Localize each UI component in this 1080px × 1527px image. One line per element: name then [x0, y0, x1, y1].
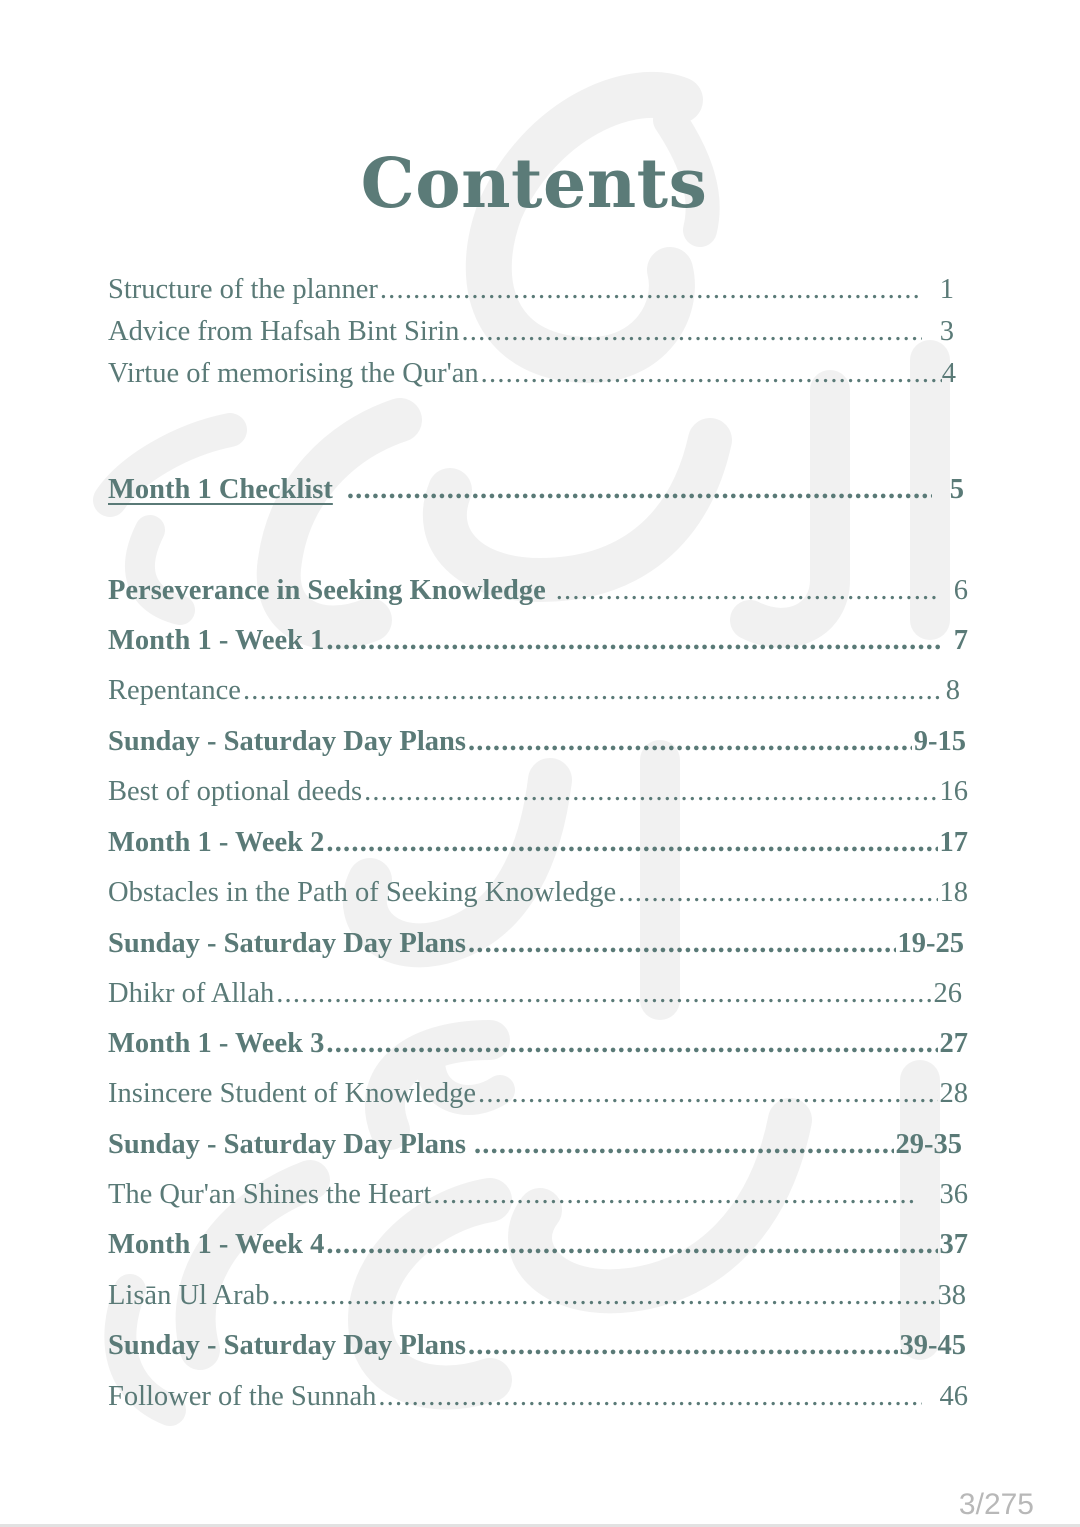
dot-leader	[474, 1129, 894, 1161]
dot-leader	[326, 827, 937, 859]
toc-entry-page: 3	[939, 316, 954, 347]
toc-entry-label: Sunday - Saturday Day Plans	[108, 1129, 466, 1160]
toc-entry-page: 29-35	[895, 1129, 962, 1160]
toc-entry-label: Advice from Hafsah Bint Sirin	[108, 316, 460, 347]
toc-entry-page: 1	[939, 274, 954, 305]
toc-entry-structure[interactable]	[108, 274, 954, 306]
dot-leader	[364, 776, 937, 808]
dot-leader	[271, 1280, 935, 1312]
dot-leader	[380, 274, 922, 306]
toc-entry[interactable]	[108, 776, 968, 808]
toc-entry-page: 39-45	[899, 1330, 966, 1361]
dot-leader	[326, 1028, 937, 1060]
toc-entry-label: Month 1 - Week 2	[108, 827, 325, 858]
dot-leader	[347, 474, 932, 506]
toc-entry[interactable]	[108, 1330, 966, 1362]
toc-entry-virtue[interactable]	[108, 358, 956, 390]
toc-entry-page: 18	[939, 877, 968, 908]
toc-entry-label: Month 1 - Week 3	[108, 1028, 325, 1059]
toc-entry-label: Sunday - Saturday Day Plans	[108, 928, 466, 959]
toc-entry-month1-checklist[interactable]	[108, 474, 964, 506]
toc-entry-page: 5	[949, 474, 964, 505]
toc-entry-label: The Qur'an Shines the Heart	[108, 1179, 432, 1210]
toc-entry[interactable]	[108, 827, 968, 859]
toc-entry-page: 7	[953, 625, 968, 656]
toc-entry[interactable]	[108, 1078, 968, 1110]
toc-entry-label: Perseverance in Seeking Knowledge	[108, 575, 546, 606]
dot-leader	[276, 978, 931, 1010]
toc-entry[interactable]	[108, 978, 962, 1010]
dot-leader	[433, 1179, 918, 1211]
toc-entry-page: 6	[953, 575, 968, 606]
dot-leader	[461, 316, 922, 348]
toc-entry-label: Sunday - Saturday Day Plans	[108, 1330, 466, 1361]
dot-leader	[468, 726, 912, 758]
toc-entry-label: Month 1 - Week 4	[108, 1229, 325, 1260]
toc-entry[interactable]	[108, 675, 960, 707]
toc-entry-label: Obstacles in the Path of Seeking Knowledge	[108, 877, 617, 908]
page-title: Contents	[360, 143, 708, 224]
toc-entry[interactable]	[108, 575, 968, 607]
toc-entry-advice[interactable]	[108, 316, 954, 348]
toc-entry-page: 9-15	[913, 726, 966, 757]
toc-entry-page: 46	[939, 1381, 968, 1412]
dot-leader	[556, 575, 936, 607]
toc-entry-label: Best of optional deeds	[108, 776, 363, 807]
toc-entry-page: 8	[945, 675, 960, 706]
toc-entry[interactable]	[108, 1229, 968, 1261]
toc-entry-label: Virtue of memorising the Qur'an	[108, 358, 479, 389]
toc-entry-label: Repentance	[108, 675, 241, 706]
page-indicator: 3/275	[958, 1488, 1034, 1521]
toc-entry[interactable]	[108, 1129, 962, 1161]
dot-leader	[378, 1381, 922, 1413]
toc-entry[interactable]	[108, 726, 966, 758]
toc-entry-label: Lisān Ul Arab	[108, 1280, 270, 1311]
dot-leader	[618, 877, 937, 909]
toc-entry-label: Sunday - Saturday Day Plans	[108, 726, 466, 757]
dot-leader	[468, 1330, 898, 1362]
toc-entry[interactable]	[108, 1179, 968, 1211]
toc-entry[interactable]	[108, 928, 964, 960]
toc-entry-label: Month 1 Checklist	[108, 474, 333, 505]
toc-entry-page: 16	[939, 776, 968, 807]
toc-entry[interactable]	[108, 877, 968, 909]
toc-entry-page: 37	[939, 1229, 968, 1260]
toc-entry-page: 26	[933, 978, 962, 1009]
toc-entry-label: Structure of the planner	[108, 274, 378, 305]
toc-entry[interactable]	[108, 1381, 968, 1413]
toc-entry-label: Month 1 - Week 1	[108, 625, 325, 656]
toc-entry-page: 19-25	[897, 928, 964, 959]
toc-entry-page: 38	[937, 1280, 966, 1311]
dot-leader	[478, 1078, 937, 1110]
dot-leader	[243, 675, 944, 707]
toc-entry-page: 28	[939, 1078, 968, 1109]
dot-leader	[326, 1229, 937, 1261]
toc-entry-page: 27	[939, 1028, 968, 1059]
toc-entry-page: 17	[939, 827, 968, 858]
toc-entry-page: 4	[941, 358, 956, 389]
toc-entry[interactable]	[108, 625, 968, 657]
toc-entry-label: Dhikr of Allah	[108, 978, 275, 1009]
toc-entry-page: 36	[939, 1179, 968, 1210]
toc-entry[interactable]	[108, 1028, 968, 1060]
toc-entry-label: Follower of the Sunnah	[108, 1381, 377, 1412]
dot-leader	[468, 928, 896, 960]
toc-entry[interactable]	[108, 1280, 966, 1312]
dot-leader	[481, 358, 942, 390]
toc-entry-label: Insincere Student of Knowledge	[108, 1078, 477, 1109]
dot-leader	[326, 625, 940, 657]
